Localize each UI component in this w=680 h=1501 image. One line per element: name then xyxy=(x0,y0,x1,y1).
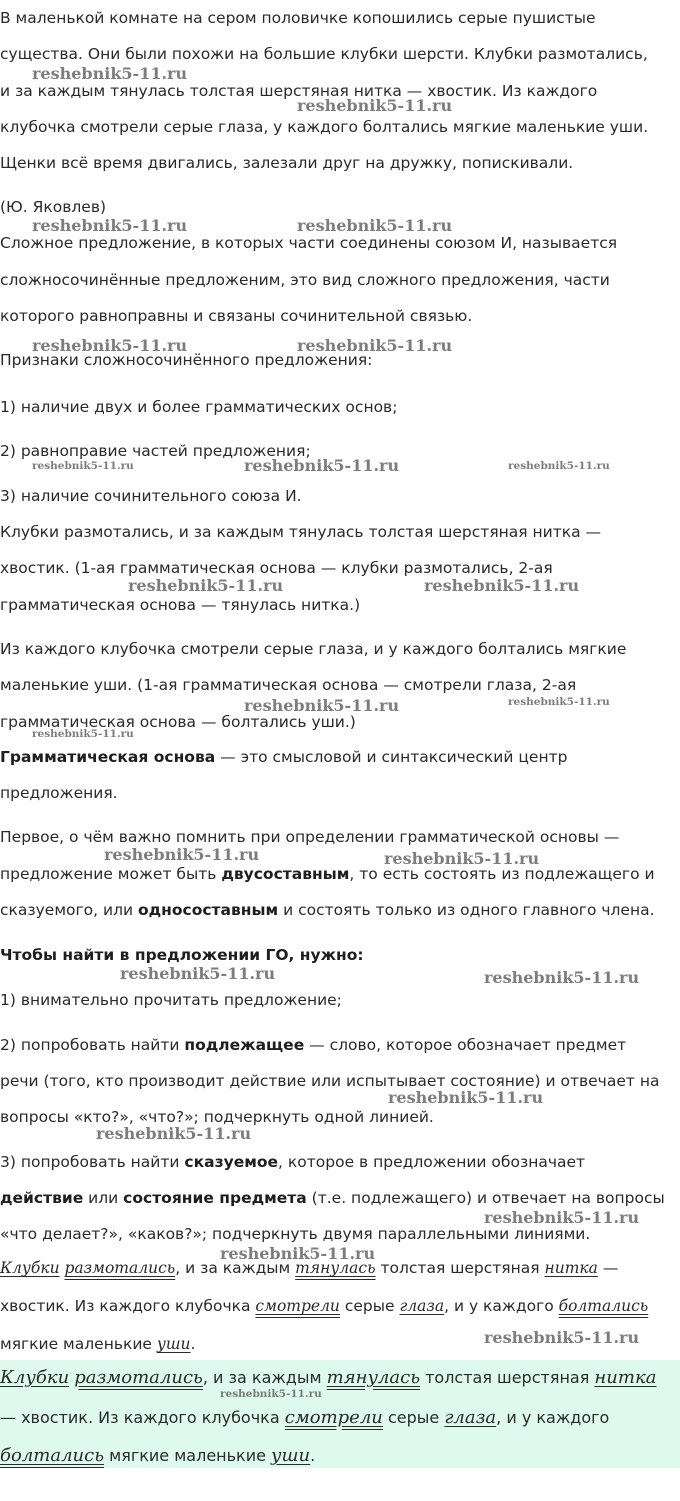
text-line: грамматическая основа — болтались уши.) xyxy=(0,713,356,731)
text-span: — это смысловой и синтаксический центр xyxy=(215,748,568,766)
example-line xyxy=(0,1408,609,1428)
subject-word: уши xyxy=(156,1335,191,1353)
text-line: сложносочинённые предложеним, это вид сложного предложения, части xyxy=(0,271,610,289)
text-line xyxy=(0,945,364,965)
subject-word: глаза xyxy=(399,1297,445,1315)
author-line: (Ю. Яковлев) xyxy=(0,198,107,216)
list-item: 1) наличие двух и более грамматических основ; xyxy=(0,398,398,416)
list-item xyxy=(0,1035,626,1055)
text-line xyxy=(0,747,567,767)
watermark: reshebnik5-11.ru xyxy=(244,696,400,715)
text-span: серые xyxy=(339,1297,400,1315)
watermark: reshebnik5-11.ru xyxy=(297,336,453,355)
predicate-word: размотались xyxy=(74,1367,203,1388)
predicate-word: тянулась xyxy=(326,1367,420,1388)
predicate-word: тянулась xyxy=(295,1259,376,1277)
text-span: толстая шерстяная xyxy=(420,1368,595,1387)
subject-word: глаза xyxy=(444,1407,497,1428)
watermark: reshebnik5-11.ru xyxy=(104,845,260,864)
watermark: reshebnik5-11.ru xyxy=(220,1388,322,1400)
example-line xyxy=(0,1334,195,1354)
watermark: reshebnik5-11.ru xyxy=(32,460,134,472)
text-span: , то есть состоять из подлежащего и xyxy=(349,865,655,883)
text-line: Признаки сложносочинённого предложения: xyxy=(0,351,373,369)
term-bold: состояние предмета xyxy=(123,1189,307,1207)
text-line: «что делает?», «каков?»; подчеркнуть двумя параллельными линиями. xyxy=(0,1225,591,1243)
text-span: — xyxy=(597,1259,619,1277)
watermark: reshebnik5-11.ru xyxy=(484,968,640,987)
watermark: reshebnik5-11.ru xyxy=(32,728,134,740)
watermark: reshebnik5-11.ru xyxy=(244,456,400,475)
subject-word: Клубки xyxy=(0,1367,70,1388)
watermark: reshebnik5-11.ru xyxy=(508,460,610,472)
text-line: Щенки всё время двигались, залезали друг на дружку, попискивали. xyxy=(0,154,574,172)
watermark: reshebnik5-11.ru xyxy=(32,64,188,83)
text-span: хвостик. Из каждого клубочка xyxy=(0,1297,256,1315)
highlighted-example xyxy=(0,1360,680,1468)
term-bold: Чтобы найти в предложении ГО, нужно: xyxy=(0,946,364,964)
text-span: , и за каждым xyxy=(175,1259,296,1277)
example-line xyxy=(0,1296,648,1316)
text-span: мягкие маленькие xyxy=(104,1446,272,1465)
text-span: и состоять только из одного главного члена. xyxy=(278,901,655,919)
text-line: хвостик. (1-ая грамматическая основа — клубки размотались, 2-ая xyxy=(0,559,553,577)
text-span: , которое в предложении обозначает xyxy=(278,1153,586,1171)
text-span: сказуемого, или xyxy=(0,901,138,919)
term-bold: двусоставным xyxy=(221,865,350,883)
subject-word: нитка xyxy=(594,1367,657,1388)
text-span: . xyxy=(190,1335,196,1353)
example-line xyxy=(0,1368,656,1388)
text-line: Клубки размотались, и за каждым тянулась толстая шерстяная нитка — xyxy=(0,523,602,541)
text-span: или xyxy=(83,1189,124,1207)
subject-word: нитка xyxy=(544,1259,598,1277)
text-line xyxy=(0,864,655,884)
watermark: reshebnik5-11.ru xyxy=(96,1124,252,1143)
list-item: 2) равноправие частей предложения; xyxy=(0,442,311,460)
predicate-word: смотрели xyxy=(255,1297,340,1315)
watermark: reshebnik5-11.ru xyxy=(484,1328,640,1347)
text-line: маленькие уши. (1-ая грамматическая основа — смотрели глаза, 2-ая xyxy=(0,676,577,694)
term-bold: подлежащее xyxy=(184,1036,305,1054)
text-line xyxy=(0,900,655,920)
predicate-word: болтались xyxy=(558,1297,649,1315)
predicate-word: смотрели xyxy=(284,1407,383,1428)
subject-word: уши xyxy=(271,1445,311,1466)
text-span: , и у каждого xyxy=(496,1408,610,1427)
predicate-word: болтались xyxy=(0,1445,105,1466)
watermark: reshebnik5-11.ru xyxy=(508,696,610,708)
example-line xyxy=(0,1446,315,1466)
text-line: и за каждым тянулась толстая шерстяная нитка — хвостик. Из каждого xyxy=(0,82,598,100)
text-span: толстая шерстяная xyxy=(375,1259,545,1277)
text-span: серые xyxy=(382,1408,445,1427)
list-item xyxy=(0,1152,585,1172)
text-line: которого равноправны и связаны сочинительной связью. xyxy=(0,307,473,325)
list-item: 3) наличие сочинительного союза И. xyxy=(0,487,302,505)
watermark: reshebnik5-11.ru xyxy=(388,1088,544,1107)
text-span: 3) попробовать найти xyxy=(0,1153,185,1171)
watermark: reshebnik5-11.ru xyxy=(32,216,188,235)
watermark: reshebnik5-11.ru xyxy=(128,576,284,595)
term-bold: односоставным xyxy=(137,901,279,919)
text-line: речи (того, кто производит действие или испытывает состояние) и отвечает на xyxy=(0,1072,660,1090)
list-item: 1) внимательно прочитать предложение; xyxy=(0,991,342,1009)
watermark: reshebnik5-11.ru xyxy=(297,216,453,235)
watermark: reshebnik5-11.ru xyxy=(424,576,580,595)
text-span: , и у каждого xyxy=(444,1297,559,1315)
text-span: . xyxy=(310,1446,316,1465)
text-line: существа. Они были похожи на большие клубки шерсти. Клубки размотались, xyxy=(0,45,648,63)
text-line: Из каждого клубочка смотрели серые глаза, и у каждого болтались мягкие xyxy=(0,640,627,658)
text-span: — хвостик. Из каждого клубочка xyxy=(0,1408,285,1427)
watermark: reshebnik5-11.ru xyxy=(220,1244,376,1263)
text-span: , и за каждым xyxy=(202,1368,327,1387)
term-bold: действие xyxy=(0,1189,84,1207)
text-line: предложения. xyxy=(0,784,118,802)
term-bold: сказуемое xyxy=(184,1153,279,1171)
text-line: вопросы «кто?», «что?»; подчеркнуть одной линией. xyxy=(0,1108,434,1126)
term-bold: Грамматическая основа xyxy=(0,748,216,766)
text-line: В маленькой комнате на сером половичке копошились серые пушистые xyxy=(0,9,596,27)
text-line: клубочка смотрели серые глаза, у каждого болтались мягкие маленькие уши. xyxy=(0,118,649,136)
watermark: reshebnik5-11.ru xyxy=(297,96,453,115)
predicate-word: размотались xyxy=(64,1259,176,1277)
watermark: reshebnik5-11.ru xyxy=(120,964,276,983)
text-line: Сложное предложение, в которых части соединены союзом И, называется xyxy=(0,234,618,252)
text-line: грамматическая основа — тянулась нитка.) xyxy=(0,596,361,614)
text-span: предложение может быть xyxy=(0,865,222,883)
watermark: reshebnik5-11.ru xyxy=(32,336,188,355)
text-span: 2) попробовать найти xyxy=(0,1036,185,1054)
text-span: мягкие маленькие xyxy=(0,1335,157,1353)
watermark: reshebnik5-11.ru xyxy=(484,1208,640,1227)
subject-word: Клубки xyxy=(0,1259,60,1277)
text-span: (т.е. подлежащего) и отвечает на вопросы xyxy=(306,1189,665,1207)
text-span: — слово, которое обозначает предмет xyxy=(304,1036,627,1054)
text-line xyxy=(0,1188,665,1208)
text-line: Первое, о чём важно помнить при определении грамматической основы — xyxy=(0,828,620,846)
watermark: reshebnik5-11.ru xyxy=(384,849,540,868)
